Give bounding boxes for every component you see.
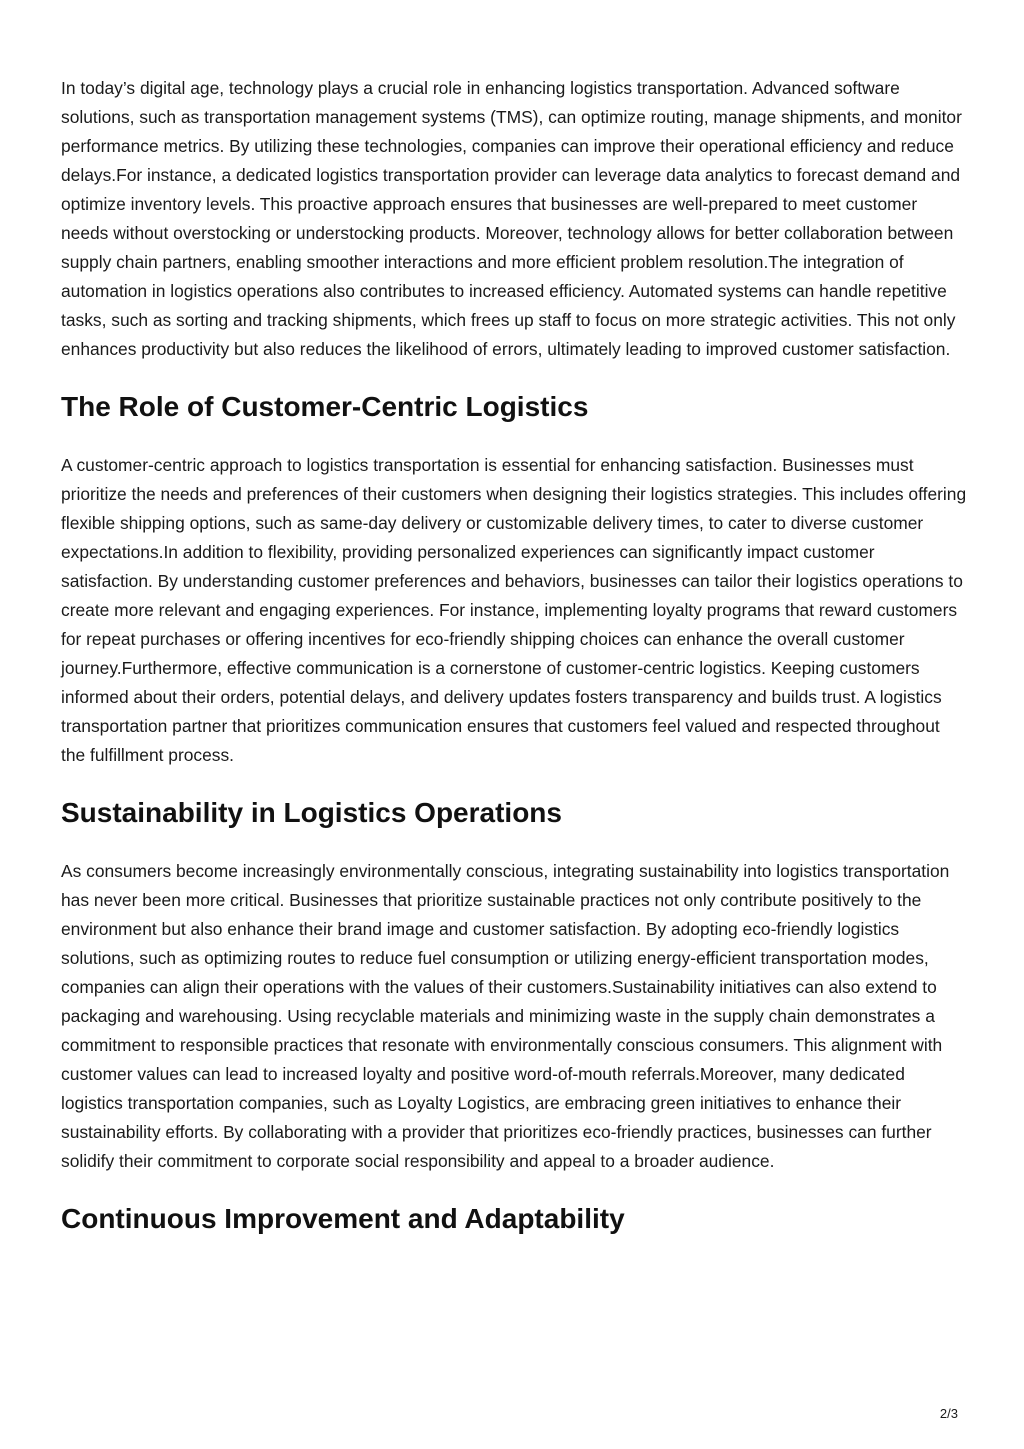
document-page	[61, 74, 967, 1237]
section-heading-sustainability: Sustainability in Logistics Operations	[61, 797, 562, 828]
section-heading-customer-centric: The Role of Customer-Centric Logistics	[61, 391, 589, 422]
intro-paragraph: In today’s digital age, technology plays a crucial role in enhancing logistics transportation. Advanced software solutions, such as transportation management systems (TMS), can optimize routing, manage shipments, and monitor performance metrics. By utilizing these technologies, companies can improve their operational efficiency and reduce delays.For instance, a dedicated logistics transportation provider can leverage data analytics to forecast demand and optimize inventory levels. This proactive approach ensures that businesses are well-prepared to meet customer needs without overstocking or understocking products. Moreover, technology allows for better collaboration between supply chain partners, enabling smoother interactions and more efficient problem resolution.The integration of automation in logistics operations also contributes to increased efficiency. Automated systems can handle repetitive tasks, such as sorting and tracking shipments, which frees up staff to focus on more strategic activities. This not only enhances productivity but also reduces the likelihood of errors, ultimately leading to improved customer satisfaction.	[61, 78, 962, 359]
section-body-customer-centric: A customer-centric approach to logistics transportation is essential for enhancing satisfaction. Businesses must prioritize the needs and preferences of their customers when designing their logistics strategies. This includes offering flexible shipping options, such as same-day delivery or customizable delivery times, to cater to diverse customer expectations.In addition to flexibility, providing personalized experiences can significantly impact customer satisfaction. By understanding customer preferences and behaviors, businesses can tailor their logistics operations to create more relevant and engaging experiences. For instance, implementing loyalty programs that reward customers for repeat purchases or offering incentives for eco-friendly shipping choices can enhance the overall customer journey.Furthermore, effective communication is a cornerstone of customer-centric logistics. Keeping customers informed about their orders, potential delays, and delivery updates fosters transparency and builds trust. A logistics transportation partner that prioritizes communication ensures that customers feel valued and respected throughout the fulfillment process.	[61, 455, 967, 765]
section-body-sustainability: As consumers become increasingly environmentally conscious, integrating sustainability into logistics transportation has never been more critical. Businesses that prioritize sustainable practices not only contribute positively to the environment but also enhance their brand image and customer satisfaction. By adopting eco-friendly logistics solutions, such as optimizing routes to reduce fuel consumption or utilizing energy-efficient transportation modes, companies can align their operations with the values of their customers.Sustainability initiatives can also extend to packaging and warehousing. Using recyclable materials and minimizing waste in the supply chain demonstrates a commitment to responsible practices that resonate with environmentally conscious consumers. This alignment with customer values can lead to increased loyalty and positive word-of-mouth referrals.Moreover, many dedicated logistics transportation companies, such as Loyalty Logistics, are embracing green initiatives to enhance their sustainability efforts. By collaborating with a provider that prioritizes eco-friendly practices, businesses can further solidify their commitment to corporate social responsibility and appeal to a broader audience.	[61, 861, 950, 1171]
page-number: 2/3	[939, 1406, 958, 1421]
section-heading-continuous-improvement: Continuous Improvement and Adaptability	[61, 1203, 625, 1234]
